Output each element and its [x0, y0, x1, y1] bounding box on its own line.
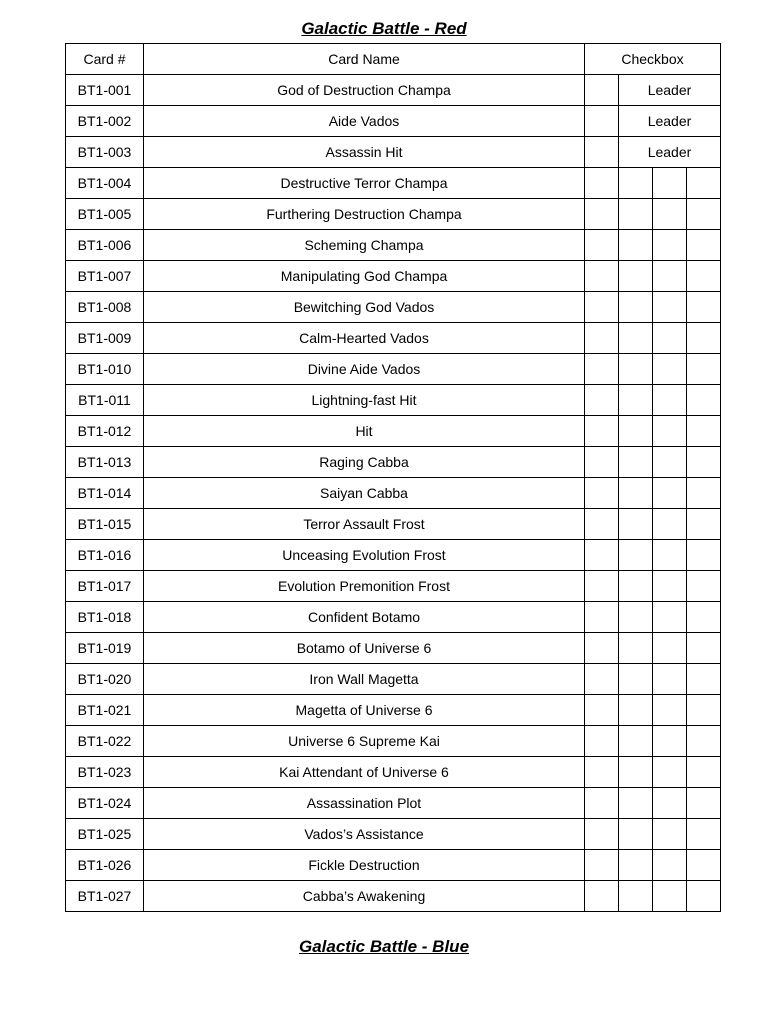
leader-label-cell: Leader	[619, 106, 721, 137]
checkbox-cell[interactable]	[687, 416, 721, 447]
checkbox-cell[interactable]	[687, 571, 721, 602]
checkbox-cell[interactable]	[687, 602, 721, 633]
checkbox-cell[interactable]	[687, 540, 721, 571]
checkbox-cell[interactable]	[585, 230, 619, 261]
card-name-cell: Assassin Hit	[144, 137, 585, 168]
checkbox-cell[interactable]	[687, 757, 721, 788]
checkbox-cell[interactable]	[687, 354, 721, 385]
card-name-cell: Raging Cabba	[144, 447, 585, 478]
checkbox-cell[interactable]	[687, 478, 721, 509]
checkbox-cell[interactable]	[619, 726, 653, 757]
card-name-cell: Cabba’s Awakening	[144, 881, 585, 912]
checkbox-cell[interactable]	[619, 540, 653, 571]
card-name-cell: Hit	[144, 416, 585, 447]
table-row	[66, 850, 721, 881]
card-number-cell: BT1-011	[66, 385, 144, 416]
card-number-cell: BT1-019	[66, 633, 144, 664]
checkbox-cell[interactable]	[687, 230, 721, 261]
card-name-cell: Calm-Hearted Vados	[144, 323, 585, 354]
table-row	[66, 199, 721, 230]
checkbox-cell[interactable]	[619, 323, 653, 354]
checkbox-cell[interactable]	[653, 385, 687, 416]
checkbox-cell[interactable]	[687, 447, 721, 478]
checkbox-cell[interactable]	[687, 292, 721, 323]
card-name-cell: Terror Assault Frost	[144, 509, 585, 540]
card-number-cell: BT1-015	[66, 509, 144, 540]
card-name-cell: Fickle Destruction	[144, 850, 585, 881]
checkbox-cell[interactable]	[687, 168, 721, 199]
card-name-cell: Saiyan Cabba	[144, 478, 585, 509]
checkbox-cell[interactable]	[585, 757, 619, 788]
table-row	[66, 447, 721, 478]
checkbox-cell[interactable]	[619, 881, 653, 912]
checkbox-cell[interactable]	[619, 757, 653, 788]
leader-label-cell: Leader	[619, 137, 721, 168]
card-number-cell: BT1-004	[66, 168, 144, 199]
checkbox-cell[interactable]	[653, 850, 687, 881]
card-checklist-table	[65, 43, 721, 912]
checkbox-cell[interactable]	[653, 881, 687, 912]
checkbox-cell[interactable]	[687, 788, 721, 819]
card-number-cell: BT1-027	[66, 881, 144, 912]
checkbox-cell[interactable]	[619, 509, 653, 540]
checkbox-cell[interactable]	[653, 292, 687, 323]
card-number-cell: BT1-017	[66, 571, 144, 602]
table-row	[66, 757, 721, 788]
header-card-name: Card Name	[144, 44, 585, 75]
table-row	[66, 819, 721, 850]
card-name-cell: Botamo of Universe 6	[144, 633, 585, 664]
card-name-cell: Iron Wall Magetta	[144, 664, 585, 695]
table-row	[66, 509, 721, 540]
checkbox-cell[interactable]	[619, 633, 653, 664]
checkbox-cell[interactable]	[687, 509, 721, 540]
checkbox-cell[interactable]	[653, 571, 687, 602]
table-row	[66, 261, 721, 292]
card-number-cell: BT1-010	[66, 354, 144, 385]
checkbox-cell[interactable]	[585, 664, 619, 695]
checkbox-cell[interactable]	[585, 137, 619, 168]
checkbox-cell[interactable]	[619, 850, 653, 881]
card-name-cell: Evolution Premonition Frost	[144, 571, 585, 602]
checkbox-cell[interactable]	[585, 447, 619, 478]
checkbox-cell[interactable]	[585, 323, 619, 354]
checkbox-cell[interactable]	[653, 726, 687, 757]
checkbox-cell[interactable]	[653, 788, 687, 819]
checkbox-cell[interactable]	[619, 230, 653, 261]
table-row	[66, 168, 721, 199]
checkbox-cell[interactable]	[687, 819, 721, 850]
checkbox-cell[interactable]	[585, 168, 619, 199]
checkbox-cell[interactable]	[585, 509, 619, 540]
card-number-cell: BT1-024	[66, 788, 144, 819]
checkbox-cell[interactable]	[585, 571, 619, 602]
checkbox-cell[interactable]	[653, 478, 687, 509]
checkbox-cell[interactable]	[653, 664, 687, 695]
header-card-number: Card #	[66, 44, 144, 75]
checkbox-cell[interactable]	[687, 726, 721, 757]
card-number-cell: BT1-026	[66, 850, 144, 881]
checkbox-cell[interactable]	[687, 881, 721, 912]
checkbox-cell[interactable]	[585, 695, 619, 726]
checkbox-cell[interactable]	[687, 664, 721, 695]
card-number-cell: BT1-021	[66, 695, 144, 726]
checkbox-cell[interactable]	[585, 292, 619, 323]
checkbox-cell[interactable]	[687, 695, 721, 726]
checkbox-cell[interactable]	[653, 199, 687, 230]
checkbox-cell[interactable]	[653, 416, 687, 447]
checkbox-cell[interactable]	[653, 602, 687, 633]
checkbox-cell[interactable]	[653, 230, 687, 261]
checkbox-cell[interactable]	[653, 757, 687, 788]
card-name-cell: Magetta of Universe 6	[144, 695, 585, 726]
card-name-cell: Unceasing Evolution Frost	[144, 540, 585, 571]
checkbox-cell[interactable]	[687, 323, 721, 354]
checkbox-cell[interactable]	[653, 633, 687, 664]
checkbox-cell[interactable]	[653, 354, 687, 385]
table-row	[66, 571, 721, 602]
table-row	[66, 695, 721, 726]
card-number-cell: BT1-016	[66, 540, 144, 571]
table-row	[66, 478, 721, 509]
card-number-cell: BT1-014	[66, 478, 144, 509]
card-number-cell: BT1-001	[66, 75, 144, 106]
checkbox-cell[interactable]	[619, 199, 653, 230]
checkbox-cell[interactable]	[619, 168, 653, 199]
checkbox-cell[interactable]	[619, 478, 653, 509]
checkbox-cell[interactable]	[619, 354, 653, 385]
table-row	[66, 540, 721, 571]
table-row	[66, 416, 721, 447]
checkbox-cell[interactable]	[585, 881, 619, 912]
card-number-cell: BT1-005	[66, 199, 144, 230]
checkbox-cell[interactable]	[653, 168, 687, 199]
checkbox-cell[interactable]	[619, 819, 653, 850]
card-name-cell: Destructive Terror Champa	[144, 168, 585, 199]
table-row	[66, 106, 721, 137]
card-number-cell: BT1-013	[66, 447, 144, 478]
table-row	[66, 602, 721, 633]
card-number-cell: BT1-002	[66, 106, 144, 137]
checkbox-cell[interactable]	[619, 261, 653, 292]
checkbox-cell[interactable]	[619, 385, 653, 416]
card-name-cell: Aide Vados	[144, 106, 585, 137]
table-row	[66, 788, 721, 819]
card-name-cell: God of Destruction Champa	[144, 75, 585, 106]
checkbox-cell[interactable]	[687, 633, 721, 664]
card-number-cell: BT1-018	[66, 602, 144, 633]
checkbox-cell[interactable]	[585, 261, 619, 292]
checkbox-cell[interactable]	[619, 695, 653, 726]
table-row	[66, 726, 721, 757]
checkbox-cell[interactable]	[585, 602, 619, 633]
header-checkbox: Checkbox	[585, 44, 721, 75]
checkbox-cell[interactable]	[619, 416, 653, 447]
checkbox-cell[interactable]	[585, 788, 619, 819]
card-number-cell: BT1-008	[66, 292, 144, 323]
checkbox-cell[interactable]	[653, 540, 687, 571]
checkbox-cell[interactable]	[585, 850, 619, 881]
card-number-cell: BT1-009	[66, 323, 144, 354]
checkbox-cell[interactable]	[653, 323, 687, 354]
table-row	[66, 354, 721, 385]
checkbox-cell[interactable]	[619, 292, 653, 323]
card-name-cell: Assassination Plot	[144, 788, 585, 819]
card-number-cell: BT1-003	[66, 137, 144, 168]
checkbox-cell[interactable]	[585, 75, 619, 106]
checkbox-cell[interactable]	[585, 354, 619, 385]
table-row	[66, 75, 721, 106]
card-name-cell: Kai Attendant of Universe 6	[144, 757, 585, 788]
checkbox-cell[interactable]	[619, 664, 653, 695]
card-name-cell: Scheming Champa	[144, 230, 585, 261]
table-row	[66, 881, 721, 912]
table-row	[66, 323, 721, 354]
checkbox-cell[interactable]	[653, 447, 687, 478]
table-row	[66, 385, 721, 416]
card-number-cell: BT1-023	[66, 757, 144, 788]
checkbox-cell[interactable]	[653, 819, 687, 850]
checkbox-cell[interactable]	[585, 540, 619, 571]
checkbox-cell[interactable]	[585, 478, 619, 509]
card-number-cell: BT1-025	[66, 819, 144, 850]
checkbox-cell[interactable]	[585, 819, 619, 850]
table-row	[66, 230, 721, 261]
section-title-blue: Galactic Battle - Blue	[298, 937, 470, 956]
card-number-cell: BT1-022	[66, 726, 144, 757]
checkbox-cell[interactable]	[687, 385, 721, 416]
checkbox-cell[interactable]	[619, 602, 653, 633]
card-number-cell: BT1-020	[66, 664, 144, 695]
checkbox-cell[interactable]	[585, 106, 619, 137]
checkbox-cell[interactable]	[619, 571, 653, 602]
card-name-cell: Universe 6 Supreme Kai	[144, 726, 585, 757]
checkbox-cell[interactable]	[585, 385, 619, 416]
card-name-cell: Confident Botamo	[144, 602, 585, 633]
checkbox-cell[interactable]	[619, 447, 653, 478]
card-name-cell: Furthering Destruction Champa	[144, 199, 585, 230]
checkbox-cell[interactable]	[585, 416, 619, 447]
table-row	[66, 292, 721, 323]
card-number-cell: BT1-012	[66, 416, 144, 447]
card-name-cell: Bewitching God Vados	[144, 292, 585, 323]
checkbox-cell[interactable]	[585, 726, 619, 757]
section-title-red: Galactic Battle - Red	[301, 19, 467, 38]
leader-label-cell: Leader	[619, 75, 721, 106]
card-name-cell: Divine Aide Vados	[144, 354, 585, 385]
checkbox-cell[interactable]	[653, 509, 687, 540]
card-number-cell: BT1-006	[66, 230, 144, 261]
table-row	[66, 633, 721, 664]
checkbox-cell[interactable]	[687, 199, 721, 230]
checkbox-cell[interactable]	[653, 695, 687, 726]
checkbox-cell[interactable]	[585, 633, 619, 664]
table-row	[66, 137, 721, 168]
header-row	[66, 44, 721, 75]
card-number-cell: BT1-007	[66, 261, 144, 292]
card-name-cell: Lightning-fast Hit	[144, 385, 585, 416]
checkbox-cell[interactable]	[585, 199, 619, 230]
checkbox-cell[interactable]	[619, 788, 653, 819]
checkbox-cell[interactable]	[653, 261, 687, 292]
card-name-cell: Manipulating God Champa	[144, 261, 585, 292]
checkbox-cell[interactable]	[687, 261, 721, 292]
table-row	[66, 664, 721, 695]
checkbox-cell[interactable]	[687, 850, 721, 881]
card-name-cell: Vados’s Assistance	[144, 819, 585, 850]
